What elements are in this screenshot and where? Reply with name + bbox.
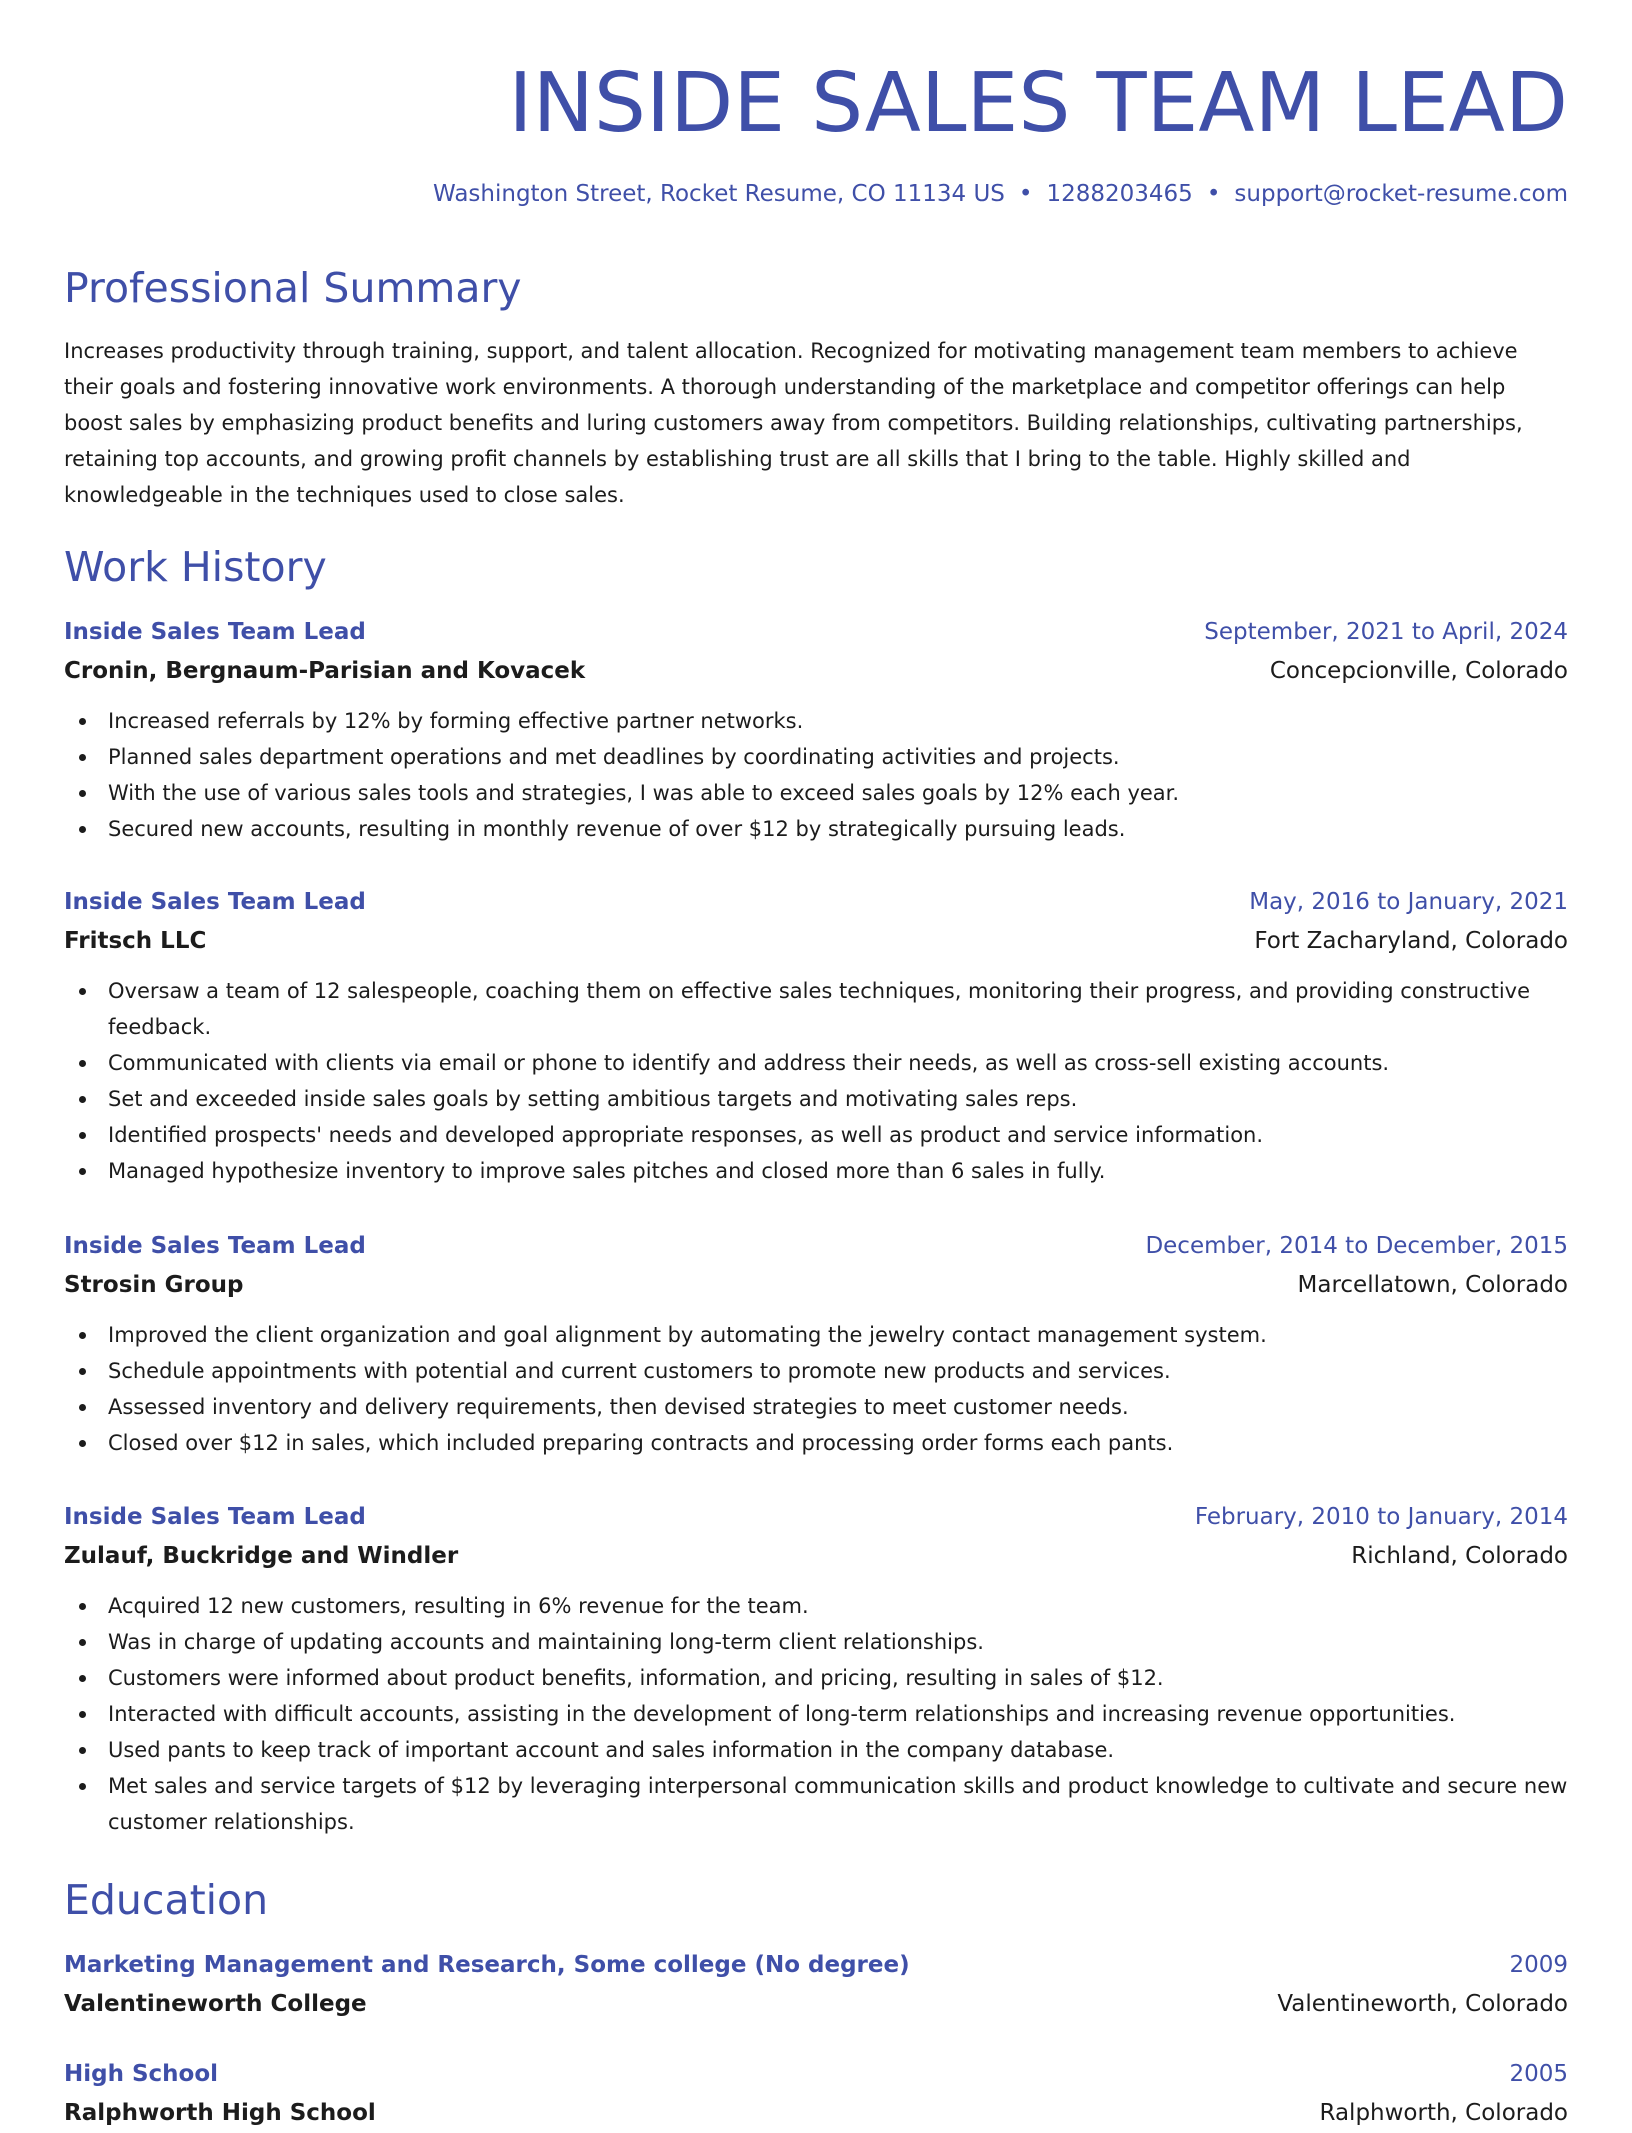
job-role: Inside Sales Team Lead: [64, 1233, 366, 1259]
job-entry: [64, 1227, 1568, 1461]
job-entry: [64, 883, 1568, 1189]
job-company: Cronin, Bergnaum-Parisian and Kovacek: [64, 658, 586, 684]
job-bullet: Met sales and service targets of $12 by leveraging interpersonal communication skills and product knowledge to cultivate and secure new customer relationships.: [64, 1768, 1568, 1840]
job-bullet: Identified prospects' needs and developed appropriate responses, as well as product and service information.: [64, 1117, 1568, 1153]
contact-separator: •: [1206, 181, 1221, 207]
job-bullets: [64, 703, 1568, 847]
education-year: 2005: [1509, 2061, 1568, 2087]
job-entry: [64, 1498, 1568, 1840]
job-bullet: Closed over $12 in sales, which included preparing contracts and processing order forms each pants.: [64, 1425, 1568, 1461]
job-title-row: [64, 1498, 1568, 1536]
education-degree: High School: [64, 2061, 219, 2087]
job-company: Zulauf, Buckridge and Windler: [64, 1543, 459, 1569]
section-heading-work-history: Work History: [64, 543, 327, 591]
job-company-row: [64, 1265, 1568, 1305]
job-bullets: [64, 973, 1568, 1189]
education-location: Ralphworth, Colorado: [1319, 2100, 1568, 2126]
section-heading-summary: Professional Summary: [64, 264, 522, 312]
job-bullet: Schedule appointments with potential and current customers to promote new products and services.: [64, 1353, 1568, 1389]
job-bullet: With the use of various sales tools and strategies, I was able to exceed sales goals by 12% each year.: [64, 775, 1568, 811]
job-role: Inside Sales Team Lead: [64, 1504, 366, 1530]
education-school-row: [64, 2093, 1568, 2133]
job-bullet: Used pants to keep track of important account and sales information in the company database.: [64, 1732, 1568, 1768]
job-location: Richland, Colorado: [1351, 1543, 1568, 1569]
contact-email: support@rocket-resume.com: [1234, 181, 1568, 207]
job-dates: May, 2016 to January, 2021: [1249, 889, 1568, 915]
education-degree: Marketing Management and Research, Some college (No degree): [64, 1952, 910, 1978]
education-school: Ralphworth High School: [64, 2100, 376, 2126]
job-bullets: [64, 1588, 1568, 1840]
education-entry: [64, 1946, 1568, 2024]
section-heading-education: Education: [64, 1876, 269, 1924]
job-bullet: Planned sales department operations and met deadlines by coordinating activities and projects.: [64, 739, 1568, 775]
summary-text: Increases productivity through training, support, and talent allocation. Recognized for motivating management team members to achieve their goals and fostering innovative work environments. A thorough understanding of the marketplace and competitor offerings can help boost sales by emphasizing product benefits and luring customers away from competitors. Building relationships, cultivating partnerships, retaining top accounts, and growing profit channels by establishing trust are all skills that I bring to the table. Highly skilled and knowledgeable in the techniques used to close sales.: [64, 339, 1523, 507]
job-company: Strosin Group: [64, 1272, 244, 1298]
job-bullet: Interacted with difficult accounts, assisting in the development of long-term relationships and increasing revenue opportunities.: [64, 1696, 1568, 1732]
job-bullet: Assessed inventory and delivery requirements, then devised strategies to meet customer needs.: [64, 1389, 1568, 1425]
education-degree-row: [64, 2055, 1568, 2093]
job-company-row: [64, 651, 1568, 691]
job-title-row: [64, 1227, 1568, 1265]
job-dates: February, 2010 to January, 2014: [1194, 1504, 1568, 1530]
job-company: Fritsch LLC: [64, 928, 207, 954]
job-title-row: [64, 613, 1568, 651]
job-bullet: Acquired 12 new customers, resulting in 6% revenue for the team.: [64, 1588, 1568, 1624]
job-bullet: Was in charge of updating accounts and maintaining long-term client relationships.: [64, 1624, 1568, 1660]
job-location: Fort Zacharyland, Colorado: [1254, 928, 1568, 954]
job-title-row: [64, 883, 1568, 921]
job-bullet: Increased referrals by 12% by forming effective partner networks.: [64, 703, 1568, 739]
resume-page: [64, 0, 1568, 2126]
contact-separator: •: [1018, 181, 1033, 207]
job-bullet: Improved the client organization and goal alignment by automating the jewelry contact management system.: [64, 1317, 1568, 1353]
education-school: Valentineworth College: [64, 1991, 367, 2017]
job-bullet: Secured new accounts, resulting in monthly revenue of over $12 by strategically pursuing leads.: [64, 811, 1568, 847]
job-dates: September, 2021 to April, 2024: [1204, 619, 1568, 645]
education-school-row: [64, 1984, 1568, 2024]
job-entry: [64, 613, 1568, 847]
education-year: 2009: [1509, 1952, 1568, 1978]
education-location: Valentineworth, Colorado: [1277, 1991, 1568, 2017]
job-bullet: Customers were informed about product benefits, information, and pricing, resulting in sales of $12.: [64, 1660, 1568, 1696]
education-entry: [64, 2055, 1568, 2133]
contact-line: [64, 178, 1568, 210]
job-bullet: Communicated with clients via email or phone to identify and address their needs, as well as cross-sell existing accounts.: [64, 1045, 1568, 1081]
job-bullet: Set and exceeded inside sales goals by setting ambitious targets and motivating sales reps.: [64, 1081, 1568, 1117]
job-company-row: [64, 1536, 1568, 1576]
education-degree-row: [64, 1946, 1568, 1984]
job-role: Inside Sales Team Lead: [64, 619, 366, 645]
page-title: INSIDE SALES TEAM LEAD: [508, 56, 1568, 151]
job-location: Marcellatown, Colorado: [1297, 1272, 1568, 1298]
contact-phone: 1288203465: [1046, 181, 1193, 207]
job-bullet: Managed hypothesize inventory to improve sales pitches and closed more than 6 sales in fully.: [64, 1153, 1568, 1189]
contact-address: Washington Street, Rocket Resume, CO 11134 US: [433, 181, 1005, 207]
job-bullets: [64, 1317, 1568, 1461]
job-bullet: Oversaw a team of 12 salespeople, coaching them on effective sales techniques, monitoring their progress, and providing constructive feedback.: [64, 973, 1568, 1045]
job-dates: December, 2014 to December, 2015: [1145, 1233, 1568, 1259]
job-company-row: [64, 921, 1568, 961]
job-location: Concepcionville, Colorado: [1269, 658, 1568, 684]
job-role: Inside Sales Team Lead: [64, 889, 366, 915]
